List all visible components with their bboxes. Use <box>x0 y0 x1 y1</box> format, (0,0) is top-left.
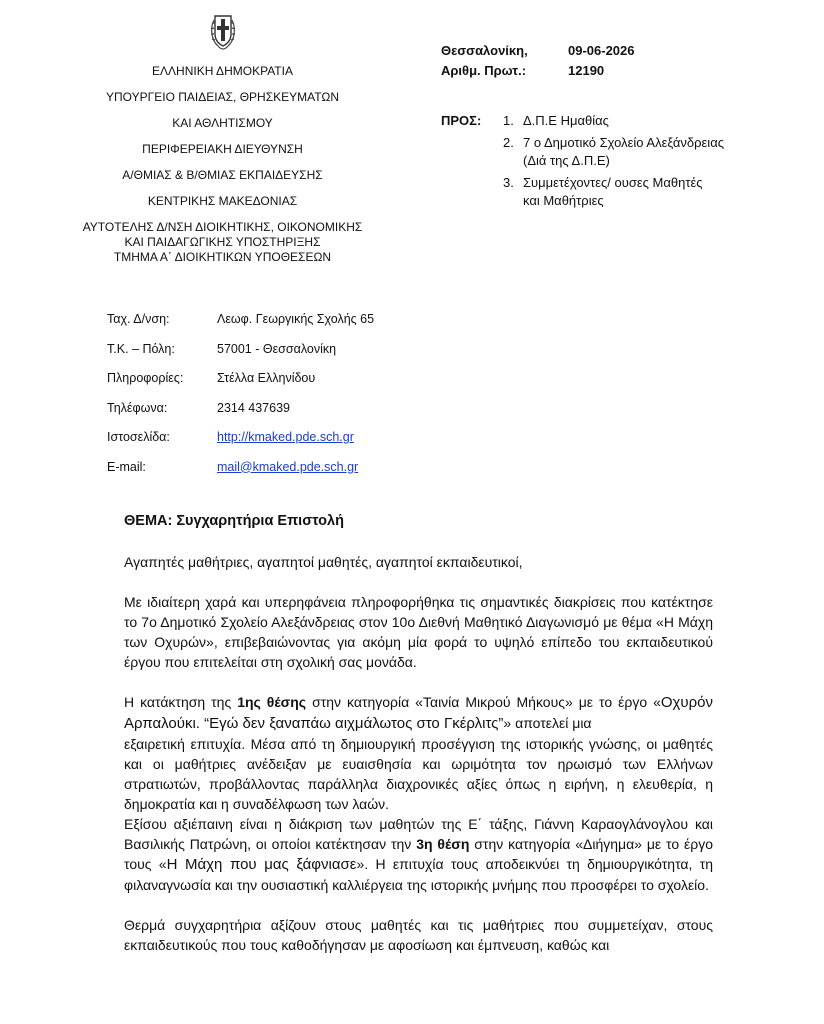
org-line: ΚΑΙ ΠΑΙΔΑΓΩΓΙΚΗΣ ΥΠΟΣΤΗΡΙΞΗΣ <box>124 235 321 249</box>
greeting: Αγαπητές μαθήτριες, αγαπητοί μαθητές, αγαπητοί εκπαιδευτικοί, <box>124 554 523 570</box>
protocol-label: Αριθμ. Πρωτ.: <box>441 63 527 78</box>
paragraph-3: Εξίσου αξιέπαινη είναι η διάκριση των μαθητών της Ε΄ τάξης, Γιάννη Καραογλάνογλου και Βασιλικής Πατρώνη, οι οποίοι κατέκτησαν την 3η θέση στην κατηγορία «Διήγημα» με το έργο τους «Η Μάχη που μας ξάφνιασε». Η επιτυχία τους αποδεικνύει τη δημιουργικότητα, τη φιλαναγνωσία και την ουσιαστική καλλιέργεια της ιστορικής μνήμης που προσφέρει το σχολείο. <box>124 816 714 893</box>
recipient-item: 1. Δ.Π.Ε Ημαθίας <box>503 113 609 128</box>
issuing-authority-block <box>60 64 385 265</box>
org-line: ΤΜΗΜΑ Α΄ ΔΙΟΙΚΗΤΙΚΩΝ ΥΠΟΘΕΣΕΩΝ <box>113 250 332 264</box>
contact-details <box>107 312 374 489</box>
contact-row-postal: Τ.Κ. – Πόλη: 57001 - Θεσσαλονίκη <box>107 341 337 356</box>
subject-line: ΘΕΜΑ: Συγχαρητήρια Επιστολή <box>124 513 344 529</box>
postal-value: 57001 - Θεσσαλονίκη <box>217 341 337 356</box>
contact-row-website: Ιστοσελίδα: http://kmaked.pde.sch.gr <box>107 430 354 444</box>
third-place-highlight: 3η θέση <box>416 836 470 852</box>
recipients-label: ΠΡΟΣ: <box>441 113 482 128</box>
recipient-text: 7 ο Δημοτικό Σχολείο Αλεξάνδρειας (Διά της Δ.Π.Ε) <box>523 135 724 168</box>
org-line: ΚΕΝΤΡΙΚΗΣ ΜΑΚΕΔΟΝΙΑΣ <box>147 194 298 208</box>
date-protocol-block <box>441 41 635 81</box>
recipients-list <box>503 112 824 214</box>
org-line: ΕΛΛΗΝΙΚΗ ΔΗΜΟΚΡΑΤΙΑ <box>152 64 293 78</box>
place-label: Θεσσαλονίκη, <box>441 43 528 58</box>
paragraph-1: Με ιδιαίτερη χαρά και υπερηφάνεια πληροφορήθηκα τις σημαντικές διακρίσεις που κατέκτησε το 7ο Δημοτικό Σχολείο Αλεξάνδρειας στον 10ο Διεθνή Μαθητικό Διαγωνισμό με θέμα «Η Μάχη των Οχυρών», επιβεβαιώνοντας για ακόμη μία φορά το υψηλό επίπεδο του εκπαιδευτικού έργου που επιτελείται στη σχολική σας μονάδα. <box>124 594 713 670</box>
film-title: Οχυρόν Αρπαλούκι. “Εγώ δεν ξαναπάω αιχμάλωτος στο Γκέρλιτς” <box>124 694 713 732</box>
contact-row-email: E-mail: mail@kmaked.pde.sch.gr <box>107 459 359 474</box>
document-date: 09-06-2026 <box>568 43 635 58</box>
coat-of-arms-emblem <box>206 8 240 54</box>
paragraph-2-continued: εξαιρετική επιτυχία. Μέσα από τη δημιουργική προσέγγιση της ιστορικής γνώσης, οι μαθητές και οι μαθήτριες ανέδειξαν με ευαισθησία και ωριμότητα τον ηρωισμό των Ελλήνων στρατιωτών, προβάλλοντας παράλληλα διαχρονικές αξίες όπως η ειρήνη, η ελευθερία, η δημοκρατία και η συναδέλφωση των λαών. <box>124 736 713 812</box>
org-line: ΑΥΤΟΤΕΛΗΣ Δ/ΝΣΗ ΔΙΟΙΚΗΤΙΚΗΣ, ΟΙΚΟΝΟΜΙΚΗΣ <box>82 220 363 234</box>
address-value: Λεωφ. Γεωργικής Σχολής 65 <box>217 312 375 326</box>
contact-row-address: Ταχ. Δ/νση: Λεωφ. Γεωργικής Σχολής 65 <box>107 312 375 326</box>
contact-row-phone: Τηλέφωνα: 2314 437639 <box>107 400 290 415</box>
recipient-item: 3. Συμμετέχοντες/ ουσες Μαθητές και Μαθήτριες <box>503 175 703 208</box>
story-title: Η Μάχη που μας ξάφνιασε <box>166 856 357 873</box>
recipient-text: Συμμετέχοντες/ ουσες Μαθητές και Μαθήτριες <box>523 175 703 208</box>
recipient-text: Δ.Π.Ε Ημαθίας <box>523 113 609 128</box>
org-line: Α/ΘΜΙΑΣ & Β/ΘΜΙΑΣ ΕΚΠΑΙΔΕΥΣΗΣ <box>122 168 323 182</box>
paragraph-2: Η κατάκτηση της 1ης θέσης στην κατηγορία «Ταινία Μικρού Μήκους» με το έργο «Οχυρόν Αρπαλούκι. “Εγώ δεν ξαναπάω αιχμάλωτος στο Γκέρλιτς”» αποτελεί μια <box>124 694 713 732</box>
org-line: ΠΕΡΙΦΕΡΕΙΑΚΗ ΔΙΕΥΘΥΝΣΗ <box>142 142 303 156</box>
info-value: Στέλλα Ελληνίδου <box>217 371 316 385</box>
paragraph-4: Θερμά συγχαρητήρια αξίζουν στους μαθητές και τις μαθήτριες που συμμετείχαν, στους εκπαιδευτικούς που τους καθοδήγησαν με αφοσίωση και έμπνευση, καθώς και <box>124 917 713 953</box>
contact-row-info: Πληροφορίες: Στέλλα Ελληνίδου <box>107 371 316 385</box>
letter-body <box>124 552 713 955</box>
website-link[interactable]: http://kmaked.pde.sch.gr <box>217 430 354 444</box>
protocol-number: 12190 <box>568 63 605 78</box>
email-link[interactable]: mail@kmaked.pde.sch.gr <box>217 459 359 474</box>
org-line: ΚΑΙ ΑΘΛΗΤΙΣΜΟΥ <box>172 116 273 130</box>
first-place-highlight: 1ης θέσης <box>237 694 307 710</box>
org-line: ΥΠΟΥΡΓΕΙΟ ΠΑΙΔΕΙΑΣ, ΘΡΗΣΚΕΥΜΑΤΩΝ <box>106 90 339 104</box>
phone-value: 2314 437639 <box>217 400 290 415</box>
recipient-item: 2. 7 ο Δημοτικό Σχολείο Αλεξάνδρειας (Διά της Δ.Π.Ε) <box>503 135 724 168</box>
